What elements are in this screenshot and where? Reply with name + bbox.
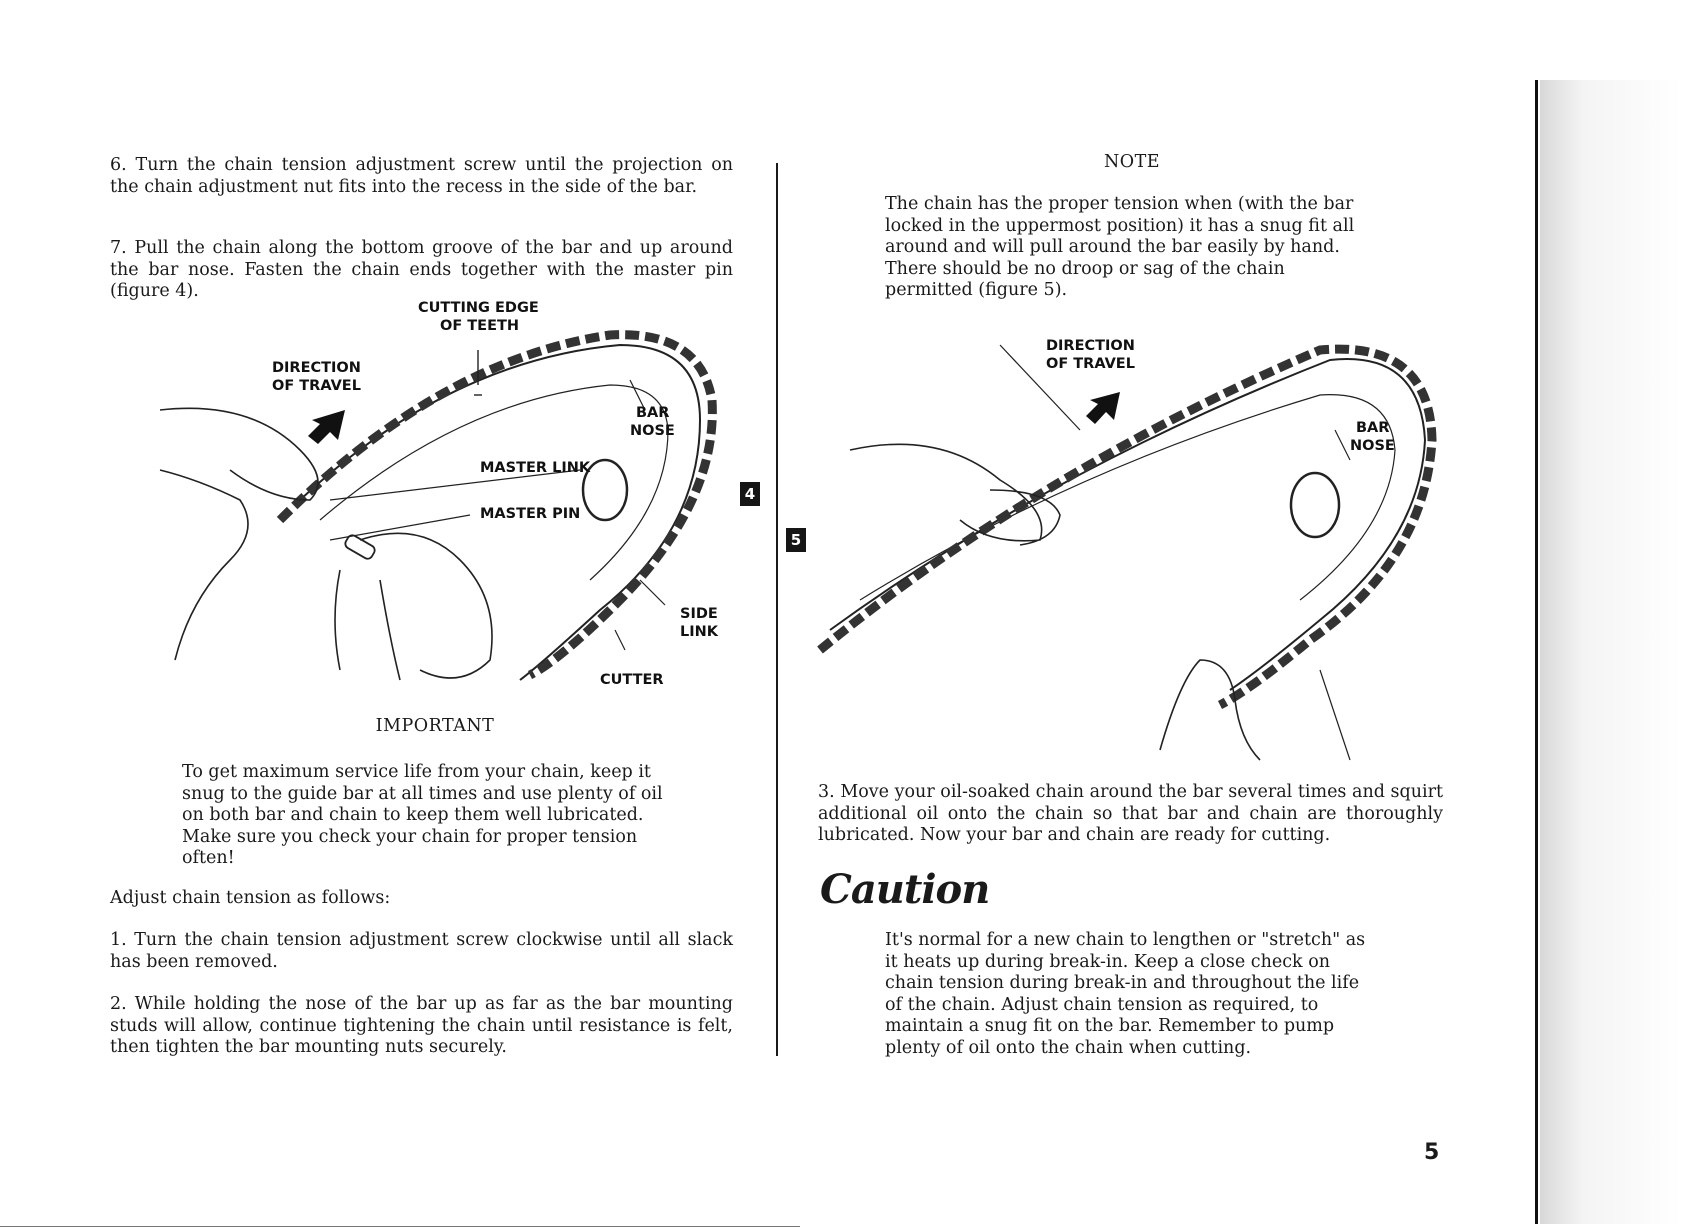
fig4-label-master-pin: MASTER PIN (480, 506, 581, 522)
step-7: 7. Pull the chain along the bottom groove of the bar and up around the bar nose. Fasten the chain ends together with the master pin (figure 4). (110, 238, 733, 301)
fig5-label-direction-2: OF TRAVEL (1046, 356, 1135, 372)
step-6: 6. Turn the chain tension adjustment screw until the projection on the chain adjustment nut fits into the recess in the side of the bar. (110, 155, 733, 197)
direction-arrow-fig5 (1086, 392, 1120, 424)
fig4-label-direction-2: OF TRAVEL (272, 378, 361, 394)
column-divider (776, 163, 778, 1056)
fig4-label-bar-2: NOSE (630, 423, 675, 439)
hand-lower-fig5 (1160, 660, 1260, 760)
important-text: To get maximum service life from your chain, keep it snug to the guide bar at all times and use plenty of oil on both bar and chain to keep them well lubricated. Make sure you check your chain for proper tension often! (182, 762, 663, 868)
fig4-label-bar-1: BAR (636, 405, 670, 421)
guide-bar-inner (320, 385, 668, 580)
binding-shadow (1540, 80, 1682, 1224)
fig4-label-direction-1: DIRECTION (272, 360, 361, 376)
caution-text: It's normal for a new chain to lengthen or "stretch" as it heats up during break-in. Keep a close check on chain tension during break-in and throughout the life of the chain. Adjust chain tension as required, to maintain a snug fit on the bar. Remember to pump plenty of oil onto the chain when cutting. (885, 930, 1366, 1058)
master-pin (344, 533, 377, 560)
adjust-intro: Adjust chain tension as follows: (110, 888, 391, 908)
note-heading: NOTE (1103, 152, 1161, 172)
page-number: 5 (1424, 1140, 1440, 1165)
thumb-fig5 (850, 444, 1060, 545)
chain-fig5 (820, 349, 1432, 705)
fig5-label-bar-1: BAR (1356, 420, 1390, 436)
note-text: The chain has the proper tension when (with the bar locked in the uppermost position) it has a snug fit all around and will pull around the bar easily by hand. There should be no droop or sag of the chain permitted (figure 5). (885, 194, 1355, 300)
step-2: 2. While holding the nose of the bar up as far as the bar mounting studs will allow, continue tightening the chain until resistance is felt, then tighten the bar mounting nuts securely. (110, 994, 733, 1057)
guide-bar-outline-fig5 (830, 359, 1425, 690)
fig4-label-cutter: CUTTER (600, 672, 664, 688)
right-hand (335, 533, 492, 680)
binding-edge-line (1535, 80, 1538, 1224)
fig4-label-side-1: SIDE (680, 606, 718, 622)
bar-hole-fig5 (1291, 473, 1339, 537)
fig4-label-cutting-edge-1: CUTTING EDGE (418, 300, 539, 316)
fig5-label-direction-1: DIRECTION (1046, 338, 1135, 354)
left-hand (160, 408, 318, 660)
fig4-label-side-2: LINK (680, 624, 719, 640)
figure-5-number: 5 (786, 528, 806, 552)
step-1: 1. Turn the chain tension adjustment screw clockwise until all slack has been removed. (110, 930, 733, 972)
figure-4-number: 4 (740, 482, 760, 506)
important-heading: IMPORTANT (375, 716, 495, 736)
caution-heading: Caution (820, 866, 990, 913)
step-3: 3. Move your oil-soaked chain around the bar several times and squirt additional oil onto the chain so that bar and chain are thoroughly lubricated. Now your bar and chain are ready for cutting. (818, 782, 1443, 845)
guide-bar-inner-fig5 (860, 395, 1395, 600)
fig5-label-bar-2: NOSE (1350, 438, 1395, 454)
fig4-label-cutting-edge-2: OF TEETH (440, 318, 520, 334)
direction-arrow-fig4 (308, 410, 345, 444)
fig4-label-master-link: MASTER LINK (480, 460, 591, 476)
figure-5-illustration (0, 0, 1, 1)
